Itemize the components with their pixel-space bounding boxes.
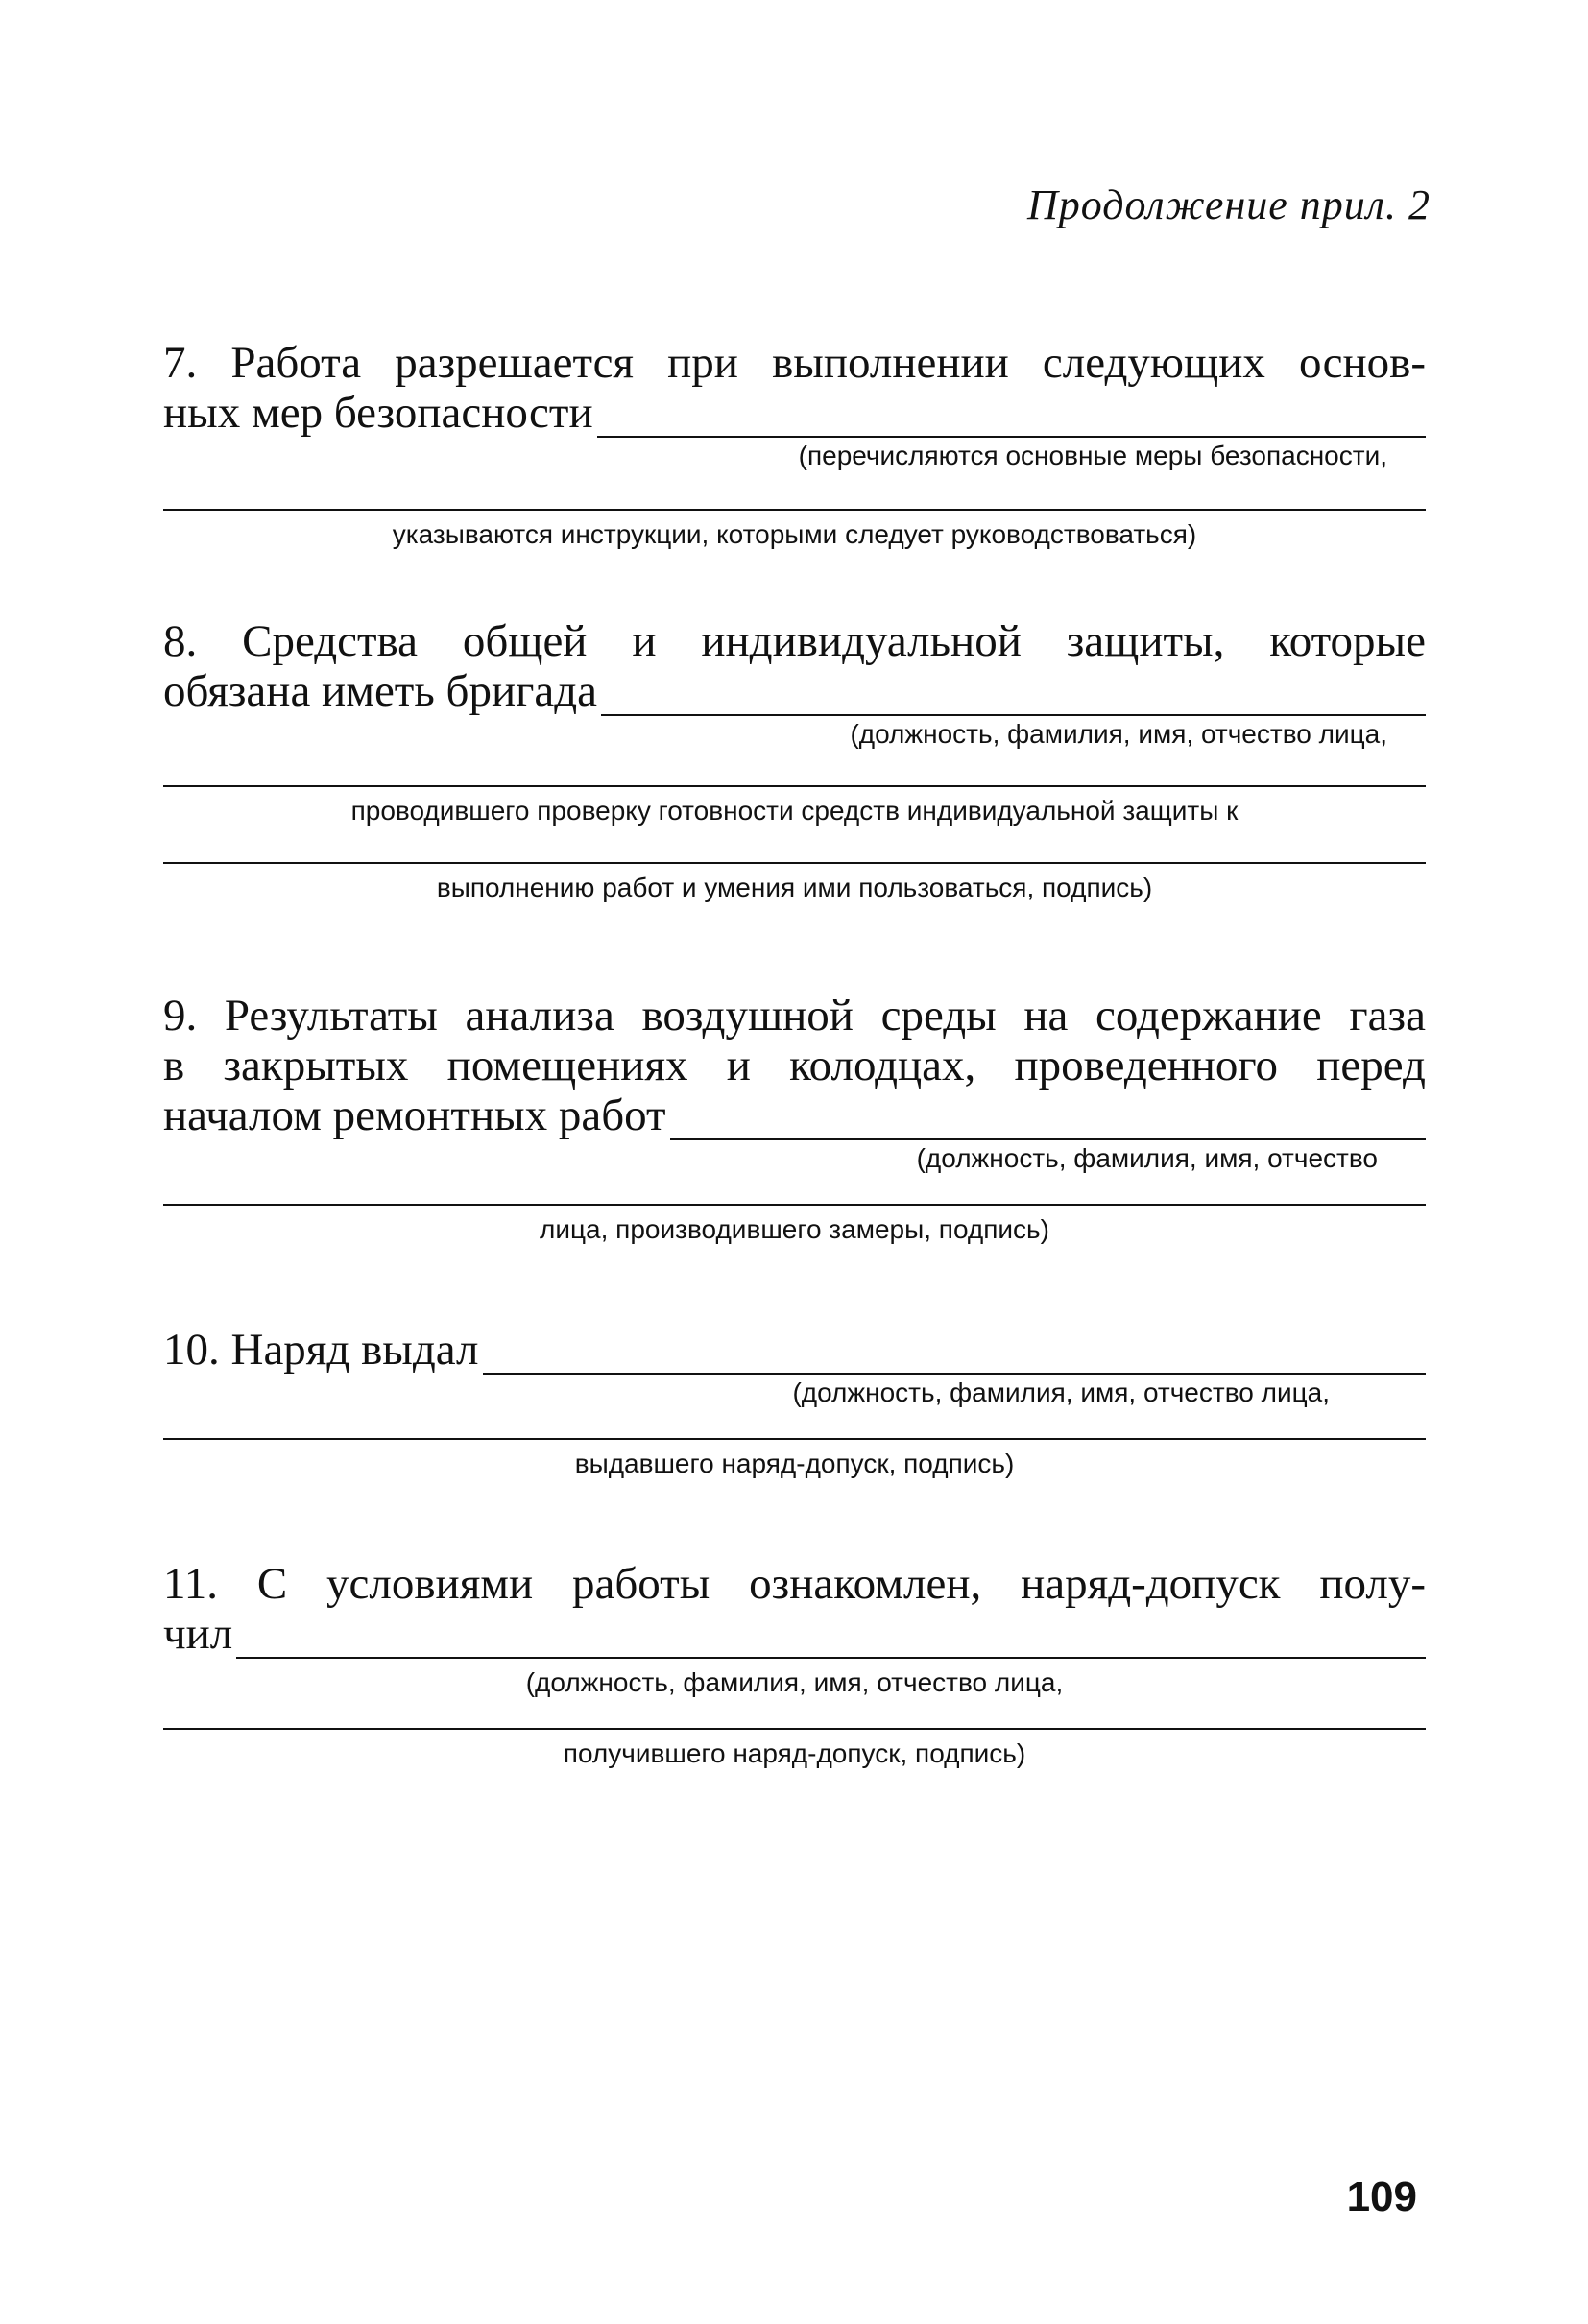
item-7-fill-line-2[interactable] <box>163 509 1426 511</box>
item-8-line-2: обязана иметь бригада <box>163 666 1426 716</box>
item-11-fill-line-2[interactable] <box>163 1728 1426 1730</box>
item-7-hint-2: указываются инструкции, которыми следует руководствоваться) <box>392 519 1197 549</box>
item-9-hint-2: лица, производившего замеры, подпись) <box>540 1214 1049 1244</box>
item-7-line-1: 7. Работа разрешается при выполнении следующих основ- <box>163 338 1426 388</box>
item-9-line-1: 9. Результаты анализа воздушной среды на содержание газа <box>163 991 1426 1041</box>
running-header: Продолжение прил. 2 <box>1027 181 1431 228</box>
item-11-hint-2: получившего наряд-допуск, подпись) <box>563 1738 1026 1768</box>
item-11-line-2: чил <box>163 1609 1426 1659</box>
item-8-fill-line-3[interactable] <box>163 862 1426 864</box>
item-8-fill-line-2[interactable] <box>163 785 1426 787</box>
item-9-air-analysis <box>163 991 1426 1246</box>
item-10-fill-line[interactable] <box>483 1338 1427 1375</box>
item-7-line-2: ных мер безопасности <box>163 388 1426 438</box>
item-10-fill-line-2[interactable] <box>163 1438 1426 1440</box>
item-8-protection-means <box>163 616 1426 904</box>
item-11-fill-line[interactable] <box>236 1622 1426 1659</box>
item-10-hint-1: (должность, фамилия, имя, отчество лица, <box>792 1378 1330 1407</box>
item-8-line-1: 8. Средства общей и индивидуальной защиты, которые <box>163 616 1426 666</box>
item-9-fill-line[interactable] <box>670 1104 1426 1140</box>
item-8-hint-2: проводившего проверку готовности средств индивидуальной защиты к <box>350 796 1239 826</box>
item-10-line-1: 10. Наряд выдал <box>163 1325 1426 1375</box>
item-11-received-by <box>163 1559 1426 1770</box>
item-7-fill-line[interactable] <box>597 401 1426 438</box>
item-7-safety-measures <box>163 338 1426 551</box>
item-10-hint-2: выдавшего наряд-допуск, подпись) <box>574 1449 1015 1478</box>
item-8-hint-1: (должность, фамилия, имя, отчество лица, <box>850 719 1387 749</box>
item-7-hint-1: (перечисляются основные меры безопасности, <box>798 441 1387 470</box>
item-9-line-2: в закрытых помещениях и колодцах, проведенного перед <box>163 1041 1426 1090</box>
item-8-hint-3: выполнению работ и умения ими пользоваться, подпись) <box>436 873 1153 902</box>
item-9-line-3: началом ремонтных работ <box>163 1090 1426 1140</box>
page-number: 109 <box>1346 2173 1417 2220</box>
item-9-hint-1: (должность, фамилия, имя, отчество <box>916 1143 1378 1173</box>
item-11-hint-1: (должность, фамилия, имя, отчество лица, <box>525 1667 1064 1697</box>
item-8-fill-line[interactable] <box>601 680 1426 716</box>
item-9-fill-line-2[interactable] <box>163 1204 1426 1206</box>
item-11-line-1: 11. С условиями работы ознакомлен, наряд-допуск полу- <box>163 1559 1426 1609</box>
item-10-issued-by <box>163 1325 1426 1480</box>
